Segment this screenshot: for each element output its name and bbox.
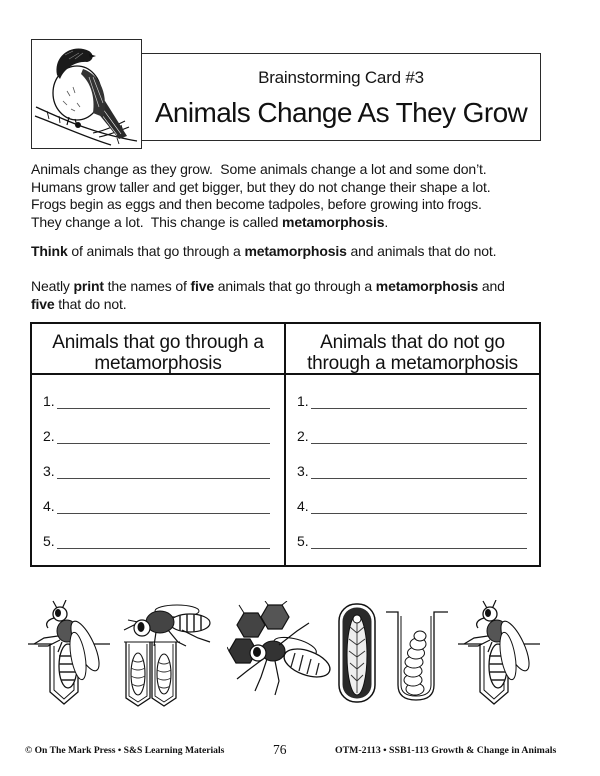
header-line: Animals that go through a [52, 332, 264, 353]
answer-blank [311, 531, 527, 549]
answer-blank [311, 461, 527, 479]
text-line [31, 214, 490, 232]
row-number: 2. [297, 428, 309, 444]
instructions-paragraph [31, 278, 505, 313]
bee-emerging-from-honeycomb-icon [227, 601, 333, 699]
keyword-print: print [73, 278, 104, 294]
row-number: 1. [297, 393, 309, 409]
text-run: Humans grow taller and get bigger, but they do not change their shape a lot. [31, 178, 491, 195]
chickadee-bird-icon [33, 41, 139, 146]
intro-paragraph-1 [31, 161, 490, 231]
answer-blank [57, 461, 270, 479]
text-run: of animals that go through a [67, 243, 245, 259]
answer-blank [311, 426, 527, 444]
pupa-in-sealed-cell-icon [338, 603, 376, 703]
header-line: through a metamorphosis [307, 353, 518, 374]
text-run: and animals that do not. [346, 243, 497, 259]
row-number: 3. [297, 463, 309, 479]
page-title: Animals Change As They Grow [154, 97, 528, 128]
answer-row [43, 496, 270, 514]
bee-over-larva-cells-icon [120, 602, 215, 708]
header-illustration-frame [31, 39, 142, 149]
answer-blank [57, 391, 270, 409]
text-line [31, 243, 496, 261]
text-run: Animals change as they grow. Some animals change a lot and some don’t. [31, 161, 487, 177]
keyword-five: five [31, 295, 55, 312]
worksheet-table [30, 322, 541, 567]
text-line [31, 179, 490, 197]
text-run: . [384, 213, 389, 230]
text-line [31, 196, 490, 214]
page-number: 76 [273, 742, 287, 757]
text-line [31, 161, 490, 179]
answer-row [43, 426, 270, 444]
row-number: 4. [297, 498, 309, 514]
answer-row [297, 426, 527, 444]
card-label: Brainstorming Card #3 [258, 68, 424, 87]
row-number: 5. [43, 533, 55, 549]
footer-product-code: OTM-2113 • SSB1-113 Growth & Change in Animals [335, 745, 557, 756]
answer-row [43, 461, 270, 479]
text-run: Neatly [31, 278, 74, 294]
row-number: 5. [297, 533, 309, 549]
footer-publisher: © On The Mark Press • S&S Learning Materials [25, 745, 225, 756]
answer-row [297, 496, 527, 514]
answer-row [297, 391, 527, 409]
row-number: 1. [43, 393, 55, 409]
text-run: They change a lot. This change is called [31, 213, 283, 230]
answer-row [43, 531, 270, 549]
header-title-box [142, 53, 541, 141]
larva-in-open-cell-icon [386, 609, 448, 703]
text-run: and [478, 278, 505, 294]
column-header-metamorphosis [32, 324, 284, 373]
text-line [31, 296, 505, 314]
answer-row [297, 461, 527, 479]
header-line: Animals that do not go [320, 332, 505, 353]
bee-on-honeycomb-cell-icon [457, 600, 541, 706]
text-line [31, 278, 505, 296]
header-line: metamorphosis [94, 353, 222, 374]
answer-blank [311, 496, 527, 514]
answer-row [297, 531, 527, 549]
keyword-metamorphosis: metamorphosis [282, 213, 385, 230]
row-number: 2. [43, 428, 55, 444]
keyword-think: Think [31, 243, 68, 259]
row-number: 4. [43, 498, 55, 514]
column-header-no-metamorphosis [286, 324, 539, 373]
keyword-metamorphosis: metamorphosis [375, 278, 479, 294]
bee-on-honeycomb-cell-icon [28, 600, 110, 706]
row-number: 3. [43, 463, 55, 479]
text-run: Frogs begin as eggs and then become tadpoles, before growing into frogs. [31, 196, 482, 212]
intro-paragraph-2 [31, 243, 496, 261]
answer-row [43, 391, 270, 409]
answer-blank [311, 391, 527, 409]
text-run: that do not. [54, 295, 127, 312]
text-run: the names of [103, 278, 191, 294]
answer-blank [57, 496, 270, 514]
keyword-five: five [190, 278, 215, 294]
text-run: animals that go through a [214, 278, 376, 294]
keyword-metamorphosis: metamorphosis [244, 243, 347, 259]
answer-blank [57, 426, 270, 444]
answer-blank [57, 531, 270, 549]
